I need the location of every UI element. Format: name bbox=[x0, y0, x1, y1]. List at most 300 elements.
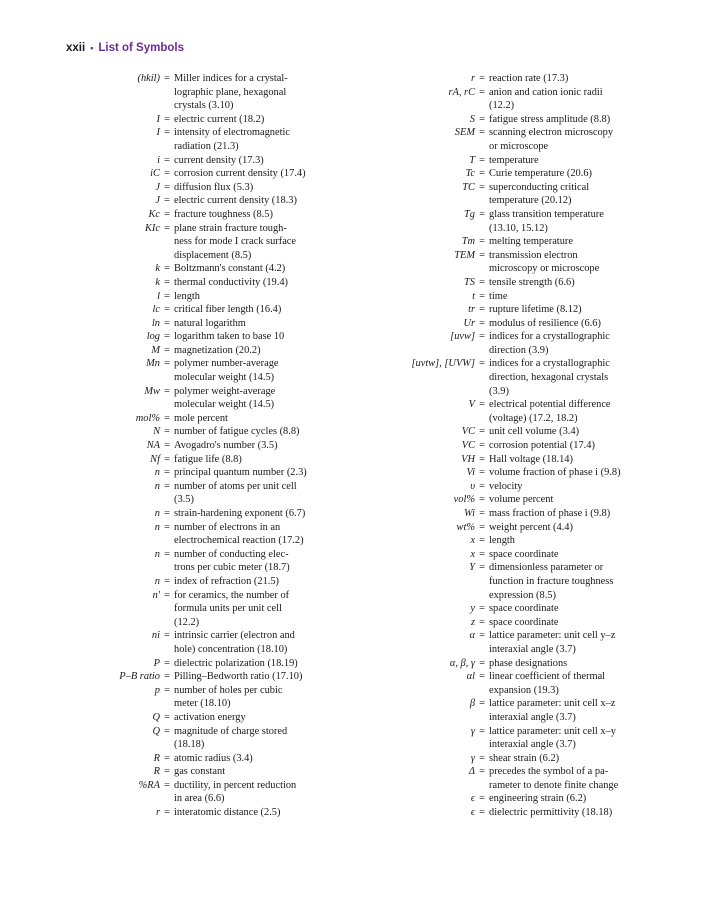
symbol-entry bbox=[104, 385, 334, 412]
symbol-entry bbox=[398, 725, 648, 752]
symbol-entry bbox=[398, 697, 648, 724]
symbol: x bbox=[470, 548, 475, 560]
symbol: M bbox=[151, 344, 160, 356]
symbol-definition: polymer weight-average molecular weight (14.5) bbox=[174, 385, 276, 411]
symbol-definition: activation energy bbox=[174, 711, 246, 723]
symbol-entry bbox=[104, 126, 334, 153]
symbol-definition: natural logarithm bbox=[174, 317, 246, 329]
symbol-definition: shear strain (6.2) bbox=[489, 752, 560, 764]
equals-sign: = bbox=[164, 725, 170, 737]
symbol-definition: number of conducting elec- trons per cubic meter (18.7) bbox=[174, 548, 290, 574]
equals-sign: = bbox=[479, 508, 485, 519]
equals-sign: = bbox=[164, 344, 170, 356]
symbol-definition: temperature bbox=[489, 154, 539, 166]
symbol: α bbox=[469, 630, 475, 642]
symbol-definition: mole percent bbox=[174, 412, 228, 424]
symbol: P bbox=[153, 657, 160, 669]
symbol-entry bbox=[104, 589, 334, 630]
symbol-entry bbox=[398, 466, 648, 480]
equals-sign: = bbox=[164, 589, 170, 601]
symbol-definition: glass transition temperature (13.10, 15.12) bbox=[489, 208, 604, 234]
symbol-definition: Curie temperature (20.6) bbox=[489, 168, 592, 180]
symbol-entry bbox=[104, 779, 334, 806]
symbol-entry bbox=[398, 330, 648, 357]
page-header bbox=[66, 42, 184, 54]
equals-sign: = bbox=[164, 575, 170, 587]
symbol: R bbox=[153, 752, 160, 764]
symbol: z bbox=[470, 616, 475, 628]
symbol: n bbox=[154, 548, 160, 560]
symbol: γ bbox=[470, 725, 475, 737]
symbol: n bbox=[154, 575, 160, 587]
equals-sign: = bbox=[479, 494, 485, 506]
symbol-definition: volume percent bbox=[489, 494, 554, 506]
symbol: n' bbox=[152, 589, 160, 601]
symbol-entry bbox=[104, 575, 334, 589]
symbol-definition: volume fraction of phase i (9.8) bbox=[489, 467, 621, 479]
equals-sign: = bbox=[479, 793, 485, 805]
symbol-entry bbox=[398, 181, 648, 208]
equals-sign: = bbox=[164, 467, 170, 479]
symbol: k bbox=[155, 276, 160, 288]
symbol-entry bbox=[104, 670, 334, 684]
symbol-definition: gas constant bbox=[174, 766, 226, 778]
symbol: ϵ bbox=[470, 793, 475, 805]
symbol-definition: space coordinate bbox=[489, 616, 559, 628]
equals-sign: = bbox=[479, 480, 485, 492]
equals-sign: = bbox=[164, 304, 170, 316]
equals-sign: = bbox=[479, 208, 485, 220]
equals-sign: = bbox=[164, 766, 170, 778]
symbol-entry bbox=[398, 126, 648, 153]
symbol-entry bbox=[104, 725, 334, 752]
symbol: y bbox=[470, 603, 475, 615]
symbol: %RA bbox=[138, 779, 160, 791]
symbol-entry bbox=[398, 154, 648, 168]
symbol-entry bbox=[104, 439, 334, 453]
symbol-entry bbox=[104, 480, 334, 507]
symbol-definition: dielectric polarization (18.19) bbox=[174, 657, 298, 669]
equals-sign: = bbox=[164, 317, 170, 329]
symbol-entry bbox=[398, 72, 648, 86]
symbol: rA, rC bbox=[448, 86, 475, 98]
symbol-entry bbox=[104, 303, 334, 317]
symbol: Tg bbox=[464, 208, 475, 220]
symbol-entry bbox=[104, 154, 334, 168]
equals-sign: = bbox=[479, 73, 485, 84]
symbol: t bbox=[472, 290, 475, 302]
symbol: n bbox=[154, 467, 160, 479]
equals-sign: = bbox=[479, 698, 485, 710]
symbol-definition: unit cell volume (3.4) bbox=[489, 426, 580, 438]
symbol-entry bbox=[104, 466, 334, 480]
equals-sign: = bbox=[164, 630, 170, 642]
equals-sign: = bbox=[479, 304, 485, 316]
symbol-entry bbox=[398, 657, 648, 671]
equals-sign: = bbox=[479, 181, 485, 193]
symbol-definition: length bbox=[489, 535, 515, 547]
equals-sign: = bbox=[164, 290, 170, 302]
equals-sign: = bbox=[164, 154, 170, 166]
symbol-entry bbox=[104, 113, 334, 127]
symbol-definition: principal quantum number (2.3) bbox=[174, 467, 307, 479]
equals-sign: = bbox=[479, 616, 485, 628]
equals-sign: = bbox=[164, 208, 170, 220]
symbol-definition: Hall voltage (18.14) bbox=[489, 453, 573, 465]
symbol: vol% bbox=[453, 494, 475, 506]
symbol: lc bbox=[152, 304, 160, 316]
symbol-definition: current density (17.3) bbox=[174, 154, 264, 166]
symbol-definition: space coordinate bbox=[489, 603, 559, 615]
symbol-definition: intrinsic carrier (electron and hole) concentration (18.10) bbox=[174, 630, 295, 655]
symbol: k bbox=[155, 263, 160, 275]
equals-sign: = bbox=[479, 168, 485, 180]
symbol-definition: electrical potential difference (voltage) (17.2, 18.2) bbox=[489, 399, 611, 424]
symbol: S bbox=[469, 113, 475, 125]
symbol-entry bbox=[104, 262, 334, 276]
symbol: [uvtw], [UVW] bbox=[411, 358, 475, 370]
symbol-definition: Miller indices for a crystal- lographic plane, hexagonal crystals (3.10) bbox=[174, 73, 288, 112]
symbol-entry bbox=[398, 548, 648, 562]
symbol-definition: anion and cation ionic radii (12.2) bbox=[489, 86, 603, 112]
symbol-entry bbox=[104, 181, 334, 195]
symbol-list-right-column bbox=[398, 72, 648, 820]
symbol-definition: electric current density (18.3) bbox=[174, 195, 297, 207]
equals-sign: = bbox=[164, 113, 170, 125]
symbol-entry bbox=[104, 806, 334, 820]
symbol-definition: for ceramics, the number of formula units per unit cell (12.2) bbox=[174, 589, 290, 628]
symbol: Ur bbox=[463, 317, 475, 329]
symbol-definition: thermal conductivity (19.4) bbox=[174, 276, 288, 288]
symbol: I bbox=[156, 113, 160, 125]
equals-sign: = bbox=[164, 276, 170, 288]
symbol-entry bbox=[104, 357, 334, 384]
equals-sign: = bbox=[479, 766, 485, 778]
symbol: VH bbox=[461, 453, 475, 465]
symbol: Mw bbox=[144, 385, 160, 397]
symbol: NA bbox=[146, 440, 160, 452]
symbol-definition: scanning electron microscopy or microscope bbox=[489, 127, 614, 152]
symbol-entry bbox=[104, 629, 334, 656]
symbol-entry bbox=[398, 453, 648, 467]
symbol-definition: time bbox=[489, 290, 508, 302]
symbol: VC bbox=[461, 426, 475, 438]
symbol: Δ bbox=[468, 766, 475, 778]
symbol-entry bbox=[398, 480, 648, 494]
symbol-definition: dielectric permittivity (18.18) bbox=[489, 807, 613, 819]
symbol-definition: fatigue stress amplitude (8.8) bbox=[489, 113, 611, 125]
symbol-definition: superconducting critical temperature (20.12) bbox=[489, 181, 590, 207]
symbol-entry bbox=[398, 86, 648, 113]
equals-sign: = bbox=[164, 807, 170, 819]
equals-sign: = bbox=[479, 453, 485, 465]
symbol-entry bbox=[104, 344, 334, 358]
symbol-definition: polymer number-average molecular weight (14.5) bbox=[174, 358, 279, 384]
equals-sign: = bbox=[164, 657, 170, 669]
equals-sign: = bbox=[479, 467, 485, 479]
symbol: α, β, γ bbox=[449, 657, 475, 669]
symbol-entry bbox=[104, 194, 334, 208]
equals-sign: = bbox=[164, 440, 170, 452]
symbol-entry bbox=[398, 561, 648, 602]
equals-sign: = bbox=[164, 195, 170, 207]
symbol-definition: electric current (18.2) bbox=[174, 113, 265, 125]
equals-sign: = bbox=[479, 154, 485, 166]
symbol: υ bbox=[470, 480, 475, 492]
symbol-entry bbox=[398, 507, 648, 521]
symbol-entry bbox=[104, 507, 334, 521]
symbol: (hkil) bbox=[137, 73, 160, 84]
symbol: Kc bbox=[148, 208, 160, 220]
equals-sign: = bbox=[479, 399, 485, 411]
symbol: log bbox=[146, 331, 160, 343]
symbol: Q bbox=[152, 711, 160, 723]
equals-sign: = bbox=[164, 73, 170, 84]
symbol: T bbox=[469, 154, 475, 166]
symbol: wt% bbox=[456, 521, 475, 533]
symbol-definition: lattice parameter: unit cell y–z interaxial angle (3.7) bbox=[489, 630, 616, 655]
symbol: I bbox=[156, 127, 160, 139]
symbol-entry bbox=[398, 208, 648, 235]
symbol-definition: corrosion current density (17.4) bbox=[174, 168, 306, 180]
symbol: Q bbox=[152, 725, 160, 737]
equals-sign: = bbox=[164, 426, 170, 438]
symbol-definition: magnetization (20.2) bbox=[174, 344, 261, 356]
symbol: Vi bbox=[466, 467, 475, 479]
equals-sign: = bbox=[164, 480, 170, 492]
symbol-entry bbox=[104, 548, 334, 575]
equals-sign: = bbox=[164, 331, 170, 343]
symbol: Y bbox=[469, 562, 475, 574]
equals-sign: = bbox=[479, 113, 485, 125]
symbol: Mn bbox=[146, 358, 160, 370]
symbol: β bbox=[469, 698, 475, 710]
equals-sign: = bbox=[164, 222, 170, 234]
symbol-definition: lattice parameter: unit cell x–y interaxial angle (3.7) bbox=[489, 725, 616, 751]
symbol-definition: fracture toughness (8.5) bbox=[174, 208, 273, 220]
symbol-definition: lattice parameter: unit cell x–z interaxial angle (3.7) bbox=[489, 698, 616, 723]
symbol-entry bbox=[104, 208, 334, 222]
symbol-definition: space coordinate bbox=[489, 548, 559, 560]
section-title: List of Symbols bbox=[98, 42, 184, 54]
symbol-entry bbox=[398, 792, 648, 806]
symbol: n bbox=[154, 508, 160, 519]
equals-sign: = bbox=[479, 630, 485, 642]
symbol: Tc bbox=[465, 168, 475, 180]
equals-sign: = bbox=[164, 548, 170, 560]
symbol-definition: number of fatigue cycles (8.8) bbox=[174, 426, 300, 438]
symbol-entry bbox=[104, 752, 334, 766]
symbol: VC bbox=[461, 440, 475, 452]
symbol-entry bbox=[104, 765, 334, 779]
equals-sign: = bbox=[479, 249, 485, 261]
symbol-entry bbox=[398, 806, 648, 820]
page-number: xxii bbox=[66, 42, 86, 54]
equals-sign: = bbox=[164, 385, 170, 397]
symbol-entry bbox=[398, 357, 648, 398]
symbol-entry bbox=[398, 398, 648, 425]
symbol: l bbox=[157, 290, 160, 302]
symbol-entry bbox=[398, 670, 648, 697]
symbol-entry bbox=[398, 629, 648, 656]
symbol-definition: Avogadro's number (3.5) bbox=[174, 440, 278, 452]
symbol-definition: transmission electron microscopy or microscope bbox=[489, 249, 600, 275]
symbol-entry bbox=[398, 521, 648, 535]
symbol-definition: plane strain fracture tough- ness for mode I crack surface displacement (8.5) bbox=[174, 222, 297, 261]
equals-sign: = bbox=[164, 521, 170, 533]
symbol: i bbox=[157, 154, 160, 166]
symbol: Tm bbox=[461, 236, 475, 248]
equals-sign: = bbox=[479, 807, 485, 819]
symbol-definition: precedes the symbol of a pa- rameter to denote finite change bbox=[489, 766, 619, 791]
symbol: R bbox=[153, 766, 160, 778]
symbol-entry bbox=[398, 317, 648, 331]
symbol: γ bbox=[470, 752, 475, 764]
symbol-entry bbox=[398, 616, 648, 630]
symbol: ni bbox=[151, 630, 160, 642]
symbol: Wi bbox=[464, 508, 475, 519]
symbol-entry bbox=[398, 439, 648, 453]
equals-sign: = bbox=[164, 453, 170, 465]
symbol-entry bbox=[104, 453, 334, 467]
symbol: J bbox=[155, 181, 160, 193]
equals-sign: = bbox=[479, 535, 485, 547]
symbol-list-left-column bbox=[104, 72, 334, 820]
symbol-definition: Boltzmann's constant (4.2) bbox=[174, 263, 286, 275]
header-separator: • bbox=[90, 43, 94, 53]
symbol-entry bbox=[398, 425, 648, 439]
equals-sign: = bbox=[479, 548, 485, 560]
symbol: ϵ bbox=[470, 807, 475, 819]
symbol-definition: number of holes per cubic meter (18.10) bbox=[174, 684, 283, 710]
symbol: x bbox=[470, 535, 475, 547]
symbol-definition: fatigue life (8.8) bbox=[174, 453, 242, 465]
symbol: n bbox=[154, 521, 160, 533]
equals-sign: = bbox=[479, 426, 485, 438]
equals-sign: = bbox=[164, 508, 170, 519]
symbol-entry bbox=[104, 330, 334, 344]
symbol-entry bbox=[398, 235, 648, 249]
equals-sign: = bbox=[479, 440, 485, 452]
equals-sign: = bbox=[164, 168, 170, 180]
equals-sign: = bbox=[479, 657, 485, 669]
equals-sign: = bbox=[479, 521, 485, 533]
symbol-entry bbox=[398, 249, 648, 276]
symbol: TC bbox=[462, 181, 475, 193]
symbol-entry bbox=[104, 657, 334, 671]
symbol: iC bbox=[150, 168, 160, 180]
equals-sign: = bbox=[164, 671, 170, 683]
symbol: Nf bbox=[150, 453, 160, 465]
symbol-entry bbox=[104, 521, 334, 548]
equals-sign: = bbox=[479, 562, 485, 574]
equals-sign: = bbox=[164, 181, 170, 193]
symbol-definition: diffusion flux (5.3) bbox=[174, 181, 254, 193]
symbol-entry bbox=[104, 276, 334, 290]
symbol: αl bbox=[466, 671, 475, 683]
symbol-definition: atomic radius (3.4) bbox=[174, 752, 253, 764]
equals-sign: = bbox=[479, 671, 485, 683]
equals-sign: = bbox=[479, 331, 485, 343]
symbol-definition: indices for a crystallographic direction (3.9) bbox=[489, 331, 610, 356]
equals-sign: = bbox=[479, 725, 485, 737]
symbol-definition: melting temperature bbox=[489, 236, 573, 248]
equals-sign: = bbox=[479, 236, 485, 248]
symbol: r bbox=[470, 73, 475, 84]
symbol: KIc bbox=[144, 222, 160, 234]
symbol: TEM bbox=[454, 249, 475, 261]
symbol: SEM bbox=[454, 127, 475, 139]
symbol-definition: length bbox=[174, 290, 200, 302]
symbol-definition: ductility, in percent reduction in area (6.6) bbox=[174, 779, 297, 805]
symbol-definition: mass fraction of phase i (9.8) bbox=[489, 508, 611, 519]
symbol-entry bbox=[398, 276, 648, 290]
symbol-entry bbox=[104, 425, 334, 439]
symbol-entry bbox=[104, 167, 334, 181]
symbol-entry bbox=[398, 765, 648, 792]
equals-sign: = bbox=[164, 127, 170, 139]
symbol-entry bbox=[398, 303, 648, 317]
symbol: P–B ratio bbox=[119, 671, 160, 683]
symbol-entry bbox=[104, 72, 334, 113]
symbol-entry bbox=[398, 752, 648, 766]
symbol-definition: linear coefficient of thermal expansion (19.3) bbox=[489, 671, 606, 696]
equals-sign: = bbox=[479, 86, 485, 98]
equals-sign: = bbox=[164, 779, 170, 791]
equals-sign: = bbox=[479, 290, 485, 302]
equals-sign: = bbox=[164, 752, 170, 764]
symbol: ln bbox=[151, 317, 160, 329]
symbol-entry bbox=[398, 534, 648, 548]
symbol-entry bbox=[398, 493, 648, 507]
symbol: N bbox=[153, 426, 160, 438]
symbol-entry bbox=[398, 167, 648, 181]
symbol-entry bbox=[398, 602, 648, 616]
equals-sign: = bbox=[164, 684, 170, 696]
symbol-definition: strain-hardening exponent (6.7) bbox=[174, 508, 306, 519]
symbol-definition: indices for a crystallographic direction, hexagonal crystals (3.9) bbox=[489, 358, 610, 397]
equals-sign: = bbox=[479, 603, 485, 615]
symbol: tr bbox=[468, 304, 475, 316]
symbol-definition: tensile strength (6.6) bbox=[489, 276, 575, 288]
symbol-entry bbox=[104, 684, 334, 711]
symbol-entry bbox=[104, 222, 334, 263]
symbol-entry bbox=[104, 290, 334, 304]
symbol-definition: corrosion potential (17.4) bbox=[489, 440, 595, 452]
equals-sign: = bbox=[479, 752, 485, 764]
equals-sign: = bbox=[164, 358, 170, 370]
symbol: r bbox=[155, 807, 160, 819]
symbol-definition: number of atoms per unit cell (3.5) bbox=[174, 480, 297, 506]
symbol-definition: engineering strain (6.2) bbox=[489, 793, 587, 805]
symbol-definition: magnitude of charge stored (18.18) bbox=[174, 725, 288, 751]
equals-sign: = bbox=[479, 276, 485, 288]
symbol-definition: Pilling–Bedworth ratio (17.10) bbox=[174, 671, 303, 683]
equals-sign: = bbox=[164, 412, 170, 424]
symbol: [uvw] bbox=[450, 331, 475, 343]
equals-sign: = bbox=[479, 358, 485, 370]
symbol-definition: number of electrons in an electrochemical reaction (17.2) bbox=[174, 521, 304, 547]
symbol: n bbox=[154, 480, 160, 492]
equals-sign: = bbox=[164, 263, 170, 275]
symbol-definition: dimensionless parameter or function in fracture toughness expression (8.5) bbox=[489, 562, 614, 601]
symbol-definition: phase designations bbox=[489, 657, 568, 669]
symbol-definition: reaction rate (17.3) bbox=[489, 73, 569, 84]
symbol-entry bbox=[104, 412, 334, 426]
symbol-definition: modulus of resilience (6.6) bbox=[489, 317, 601, 329]
symbol-definition: logarithm taken to base 10 bbox=[174, 331, 285, 343]
symbol-definition: critical fiber length (16.4) bbox=[174, 304, 282, 316]
